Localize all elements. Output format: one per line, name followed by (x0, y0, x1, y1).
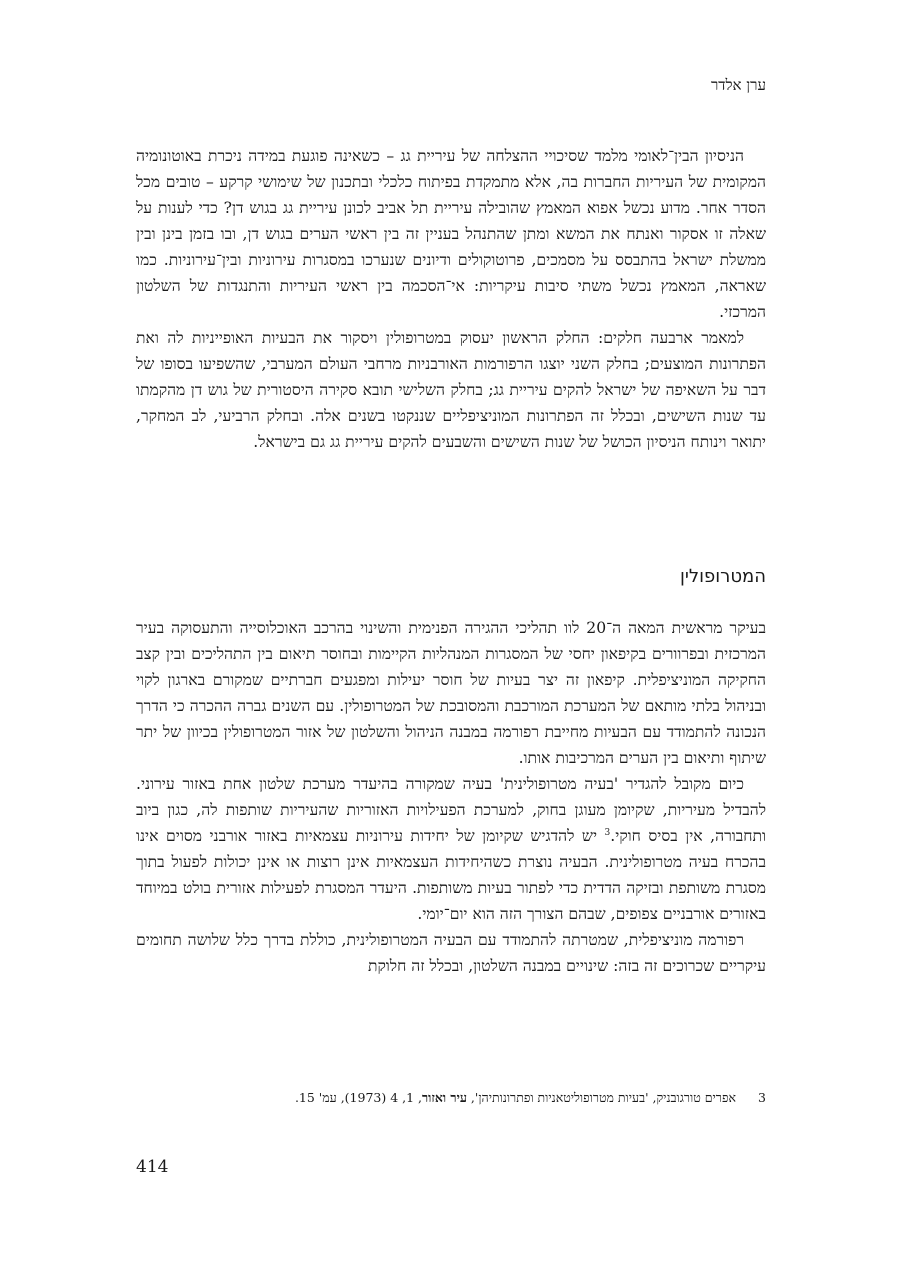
paragraph-text-part: כיום מקובל להגדיר 'בעיה מטרופולינית' בעיה שמקורה בהיעדר מערכת שלטון אחת באזור עירוני. להבדיל מעיריות, שקיומן מעוגן בחוק, למערכת הפעילויות האזוריות שהעיריות שותפות לה, כגון ביוב ותחבורה, אין בסיס חוקי. (136, 775, 766, 845)
page-number: 414 (136, 1157, 169, 1177)
paragraph-text-part: יש להדגיש שקיומן של יחידות עירוניות עצמאיות באזור אורבני מסוים אינו בהכרח בעיה מטרופולינית. הבעיה נוצרת כשהיחידות העצמאיות אינן רוצות או אינן יכולות לפעול בתוך מסגרת משותפת ובזיקה הדדית כדי לפתור בעיות משותפות. היעדר המסגרת לפעילות אזורית בולט במיוחד באזורים אורבניים צפופים, שבהם הצורך הזה הוא יום־יומי. (136, 827, 766, 923)
paragraph: הניסיון הבין־לאומי מלמד שסיכויי ההצלחה של עיריית גג – כשאינה פוגעת במידה ניכרת באוטונומיה המקומית של העיריות החברות בה, אלא מתמקדת בפיתוח כלכלי ובתכנון של שימושי קרקע – טובים מכל הסדר אחר. מדוע נכשל אפוא המאמץ שהובילה עיריית תל אביב לכונן עיריית גג בגוש דן? כדי לענות על שאלה זו אסקור ואנתח את המשא ומתן שהתנהל בעניין זה בין ראשי הערים בגוש דן, ובו בזמן בינן ובין ממשלת ישראל בהתבסס על מסמכים, פרוטוקולים ודיונים שנערכו במסגרות עירוניות ובין־עירוניות. כמו שאראה, המאמץ נכשל משתי סיבות עיקריות: אי־הסכמה בין ראשי העיריות והתנגדות של השלטון המרכזי. (136, 147, 766, 321)
metropolis-text-block (136, 615, 766, 979)
paragraph: רפורמה מוניציפלית, שמטרתה להתמודד עם הבעיה המטרופולינית, כוללת בדרך כלל שלושה תחומים עיקריים שכרוכים זה בזה: שינויים במבנה השלטון, ובכלל זה חלוקת (136, 931, 766, 975)
running-head-author: ערן אלדר (710, 76, 766, 94)
footnote-number: 3 (758, 1090, 766, 1105)
footnote-journal-title: עיר ואזור (422, 1090, 467, 1105)
section-heading: המטרופולין (679, 566, 766, 587)
intro-text-block (136, 143, 766, 455)
paragraph: בעיקר מראשית המאה ה־20 לוו תהליכי ההגירה הפנימית והשינוי בהרכב האוכלוסייה והתעסוקה בעיר המרכזית ובפרוורים בקיפאון יחסי של המסגרות המנהליות הקיימות ובחוסר תיאום בין התהליכים ובין קצב החקיקה המוניציפלית. קיפאון זה יצר בעיות של חוסר יעילות ומפגעים חברתיים שמקורם בארגון לקוי ובניהול בלתי מותאם של המערכת המורכבת והמסובכת של המטרופולין. עם השנים גברה ההכרה כי הדרך הנכונה להתמודד עם הבעיות מחייבת רפורמה במבנה הניהול והשלטון של אזור המטרופולין בכיוון של יתר שיתוף ותיאום בין הערים המרכיבות אותו. (136, 619, 766, 767)
footnote-text (295, 1088, 736, 1108)
paragraph: למאמר ארבעה חלקים: החלק הראשון יעסוק במטרופולין ויסקור את הבעיות האופייניות לה ואת הפתרונות המוצעים; בחלק השני יוצגו הרפורמות האורבניות מרחבי העולם המערבי, שהשפיעו בסופו של דבר על השאיפה של ישראל להקים עיריית גג; בחלק השלישי תובא סקירה היסטורית של גוש דן מהקמתו עד שנות השישים, ובכלל זה הפתרונות המוניציפליים שננקטו בשנים אלה. ובחלק הרביעי, לב המחקר, יתואר וינותח הניסיון הכושל של שנות השישים והשבעים להקים עיריית גג גם בישראל. (136, 329, 766, 451)
footnote-reference-marker: 3 (604, 827, 611, 838)
paragraph-with-footnote (136, 771, 766, 927)
footnote-text-part: אפרים טורגובניק, 'בעיות מטרופוליטאניות ופתרונותיהן', (466, 1090, 736, 1105)
footnote (136, 1088, 766, 1108)
footnote-text-part: , 1, 4 (1973), עמ' 15. (294, 1090, 423, 1105)
